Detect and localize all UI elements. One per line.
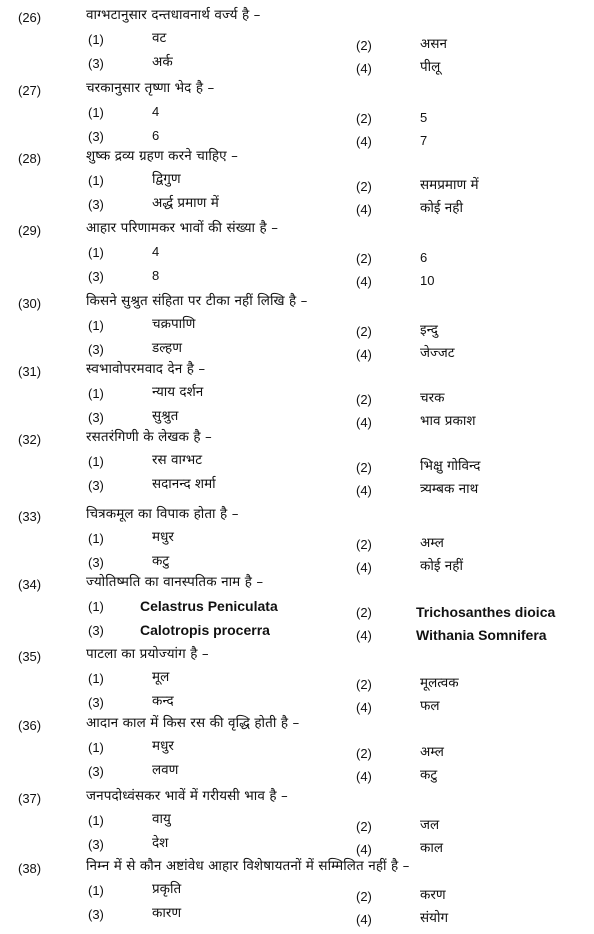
- option-text: अर्क: [152, 54, 173, 70]
- option-number: (3): [88, 478, 104, 493]
- option-text: मधुर: [152, 529, 174, 545]
- option-number: (2): [356, 746, 372, 761]
- option-text: भिक्षु गोविन्द: [420, 458, 481, 474]
- option-number: (2): [356, 605, 372, 620]
- question-text: ज्योतिष्मति का वानस्पतिक नाम है –: [86, 574, 264, 590]
- question-text: वाग्भटानुसार दन्तधावनार्थ वर्ज्य है –: [86, 7, 261, 23]
- option-number: (4): [356, 769, 372, 784]
- option-text: अर्द्ध प्रमाण में: [152, 195, 219, 211]
- question-number: (32): [18, 432, 42, 447]
- option-text: कन्द: [152, 693, 174, 709]
- option-number: (1): [88, 454, 104, 469]
- question-number: (30): [18, 296, 42, 311]
- option-text: फल: [420, 698, 440, 714]
- option-number: (4): [356, 700, 372, 715]
- option-text: लवण: [152, 762, 179, 778]
- option-number: (3): [88, 342, 104, 357]
- option-text: सुश्रुत: [152, 408, 179, 424]
- option-number: (1): [88, 671, 104, 686]
- option-number: (4): [356, 560, 372, 575]
- option-number: (1): [88, 531, 104, 546]
- question-number: (37): [18, 791, 42, 806]
- question-text: आहार परिणामकर भावों की संख्या है –: [86, 220, 279, 236]
- option-text: जल: [420, 817, 440, 833]
- option-number: (4): [356, 134, 372, 149]
- option-text: मूल: [152, 669, 170, 685]
- option-text: डल्हण: [152, 340, 182, 356]
- option-text: चरक: [420, 390, 445, 406]
- option-number: (1): [88, 105, 104, 120]
- option-number: (2): [356, 111, 372, 126]
- option-text: 4: [152, 244, 160, 259]
- option-number: (1): [88, 740, 104, 755]
- question-number: (29): [18, 223, 42, 238]
- option-number: (2): [356, 819, 372, 834]
- question-text: जनपदोध्वंसकर भावें में गरीयसी भाव है –: [86, 788, 288, 804]
- option-number: (1): [88, 386, 104, 401]
- option-text: कोई नही: [420, 200, 463, 216]
- question-text: पाटला का प्रयोज्यांग है –: [86, 646, 209, 662]
- option-number: (3): [88, 837, 104, 852]
- option-text: रस वाग्भट: [152, 452, 203, 468]
- option-text: Trichosanthes dioica: [416, 604, 556, 620]
- question-text: आदान काल में किस रस की वृद्धि होती है –: [86, 715, 300, 731]
- option-number: (2): [356, 179, 372, 194]
- option-number: (2): [356, 677, 372, 692]
- option-text: कारण: [152, 905, 182, 921]
- option-number: (4): [356, 274, 372, 289]
- option-text: वट: [152, 30, 167, 46]
- option-number: (3): [88, 269, 104, 284]
- option-number: (2): [356, 38, 372, 53]
- option-text: सदानन्द शर्मा: [152, 476, 216, 492]
- option-text: संयोग: [420, 910, 449, 926]
- option-text: जेज्जट: [420, 345, 455, 361]
- option-text: Withania Somnifera: [416, 627, 547, 643]
- option-text: Calotropis procerra: [140, 622, 270, 638]
- option-text: चक्रपाणि: [152, 316, 196, 332]
- option-number: (2): [356, 251, 372, 266]
- option-text: वायु: [152, 811, 171, 827]
- question-number: (34): [18, 577, 42, 592]
- option-text: 6: [152, 128, 160, 143]
- option-number: (3): [88, 555, 104, 570]
- option-text: न्याय दर्शन: [152, 384, 204, 400]
- option-number: (3): [88, 129, 104, 144]
- option-number: (1): [88, 32, 104, 47]
- option-text: द्विगुण: [152, 171, 181, 187]
- option-number: (3): [88, 410, 104, 425]
- option-text: प्रकृति: [152, 881, 182, 897]
- option-number: (3): [88, 56, 104, 71]
- option-number: (4): [356, 483, 372, 498]
- question-number: (26): [18, 10, 42, 25]
- option-number: (4): [356, 842, 372, 857]
- question-number: (31): [18, 364, 42, 379]
- question-number: (35): [18, 649, 42, 664]
- option-text: मूलत्वक: [420, 675, 459, 691]
- option-number: (4): [356, 415, 372, 430]
- question-number: (27): [18, 83, 42, 98]
- option-number: (1): [88, 883, 104, 898]
- option-number: (2): [356, 392, 372, 407]
- option-text: करण: [420, 887, 446, 903]
- option-text: 6: [420, 250, 428, 265]
- question-number: (28): [18, 151, 42, 166]
- option-number: (3): [88, 907, 104, 922]
- option-text: त्र्यम्बक नाथ: [420, 481, 479, 497]
- option-number: (4): [356, 628, 372, 643]
- option-text: इन्दु: [420, 322, 438, 338]
- option-text: भाव प्रकाश: [420, 413, 476, 429]
- option-text: पीलू: [420, 59, 441, 75]
- question-number: (38): [18, 861, 42, 876]
- option-number: (4): [356, 202, 372, 217]
- option-number: (3): [88, 695, 104, 710]
- option-number: (2): [356, 889, 372, 904]
- option-number: (3): [88, 623, 104, 638]
- option-text: अम्ल: [420, 744, 444, 760]
- question-number: (36): [18, 718, 42, 733]
- option-text: काल: [420, 840, 444, 856]
- option-number: (1): [88, 173, 104, 188]
- option-number: (4): [356, 912, 372, 927]
- option-text: 4: [152, 104, 160, 119]
- option-text: अम्ल: [420, 535, 444, 551]
- option-number: (3): [88, 764, 104, 779]
- question-text: निम्न में से कौन अष्टांवेध आहार विशेषायतनों में सम्मिलित नहीं है –: [86, 858, 410, 874]
- option-text: कटु: [420, 767, 438, 783]
- option-number: (4): [356, 347, 372, 362]
- question-text: शुष्क द्रव्य ग्रहण करने चाहिए –: [86, 148, 238, 164]
- option-number: (3): [88, 197, 104, 212]
- option-number: (4): [356, 61, 372, 76]
- question-text: किसने सुश्रुत संहिता पर टीका नहीं लिखि है –: [86, 293, 308, 309]
- option-number: (1): [88, 318, 104, 333]
- option-text: मधुर: [152, 738, 174, 754]
- option-text: कटु: [152, 553, 170, 569]
- option-text: Celastrus Peniculata: [140, 598, 278, 614]
- option-number: (2): [356, 324, 372, 339]
- option-text: कोई नहीं: [420, 558, 463, 574]
- option-number: (1): [88, 599, 104, 614]
- question-number: (33): [18, 509, 42, 524]
- option-text: समप्रमाण में: [420, 177, 479, 193]
- option-text: 10: [420, 273, 435, 288]
- option-text: देश: [152, 835, 169, 851]
- option-text: 5: [420, 110, 428, 125]
- option-number: (2): [356, 460, 372, 475]
- option-text: 7: [420, 133, 428, 148]
- question-text: चित्रकमूल का विपाक होता है –: [86, 506, 239, 522]
- option-number: (2): [356, 537, 372, 552]
- option-number: (1): [88, 813, 104, 828]
- option-number: (1): [88, 245, 104, 260]
- question-text: रसतरंगिणी के लेखक है –: [86, 429, 212, 445]
- question-text: स्वभावोपरमवाद देन है –: [86, 361, 206, 377]
- option-text: 8: [152, 268, 160, 283]
- question-text: चरकानुसार तृष्णा भेद है –: [86, 80, 215, 96]
- option-text: असन: [420, 36, 447, 52]
